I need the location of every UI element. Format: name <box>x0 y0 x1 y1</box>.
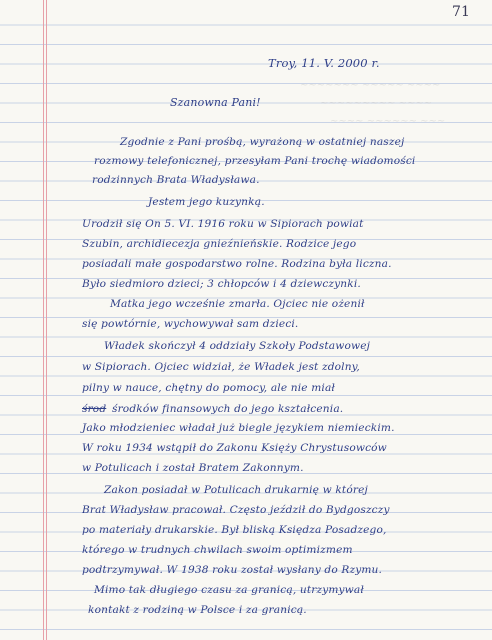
bleed-through-text: ~~~~~~~~~ ~~~~ <box>320 98 433 109</box>
letter-line: Zakon posiadał w Potulicach drukarnię w której <box>104 484 368 496</box>
letter-line: Jako młodzieniec władał już biegle językiem niemieckim. <box>82 422 395 434</box>
letter-line: Mimo tak długiego czasu za granicą, utrzymywał <box>94 584 364 596</box>
bleed-through-text: ~~~~~~~ ~~~~~ ~~~~ <box>300 80 441 91</box>
letter-line: rozmowy telefonicznej, przesyłam Pani trochę wiadomości <box>94 155 416 167</box>
struck-word: środ <box>82 403 107 415</box>
margin-line <box>43 0 44 640</box>
letter-line: Było siedmioro dzieci; 3 chłopców i 4 dziewczynki. <box>82 278 361 290</box>
letter-line: którego w trudnych chwilach swoim optimizmem <box>82 544 353 556</box>
letter-line: Jestem jego kuzynką. <box>148 196 265 208</box>
letter-line: podtrzymywał. W 1938 roku został wysłany do Rzymu. <box>82 564 383 576</box>
bleed-through-text: ~~~~ ~~~~~~ ~~~ <box>330 116 446 127</box>
letter-line: w Sipiorach. Ojciec widział, że Władek jest zdolny, <box>82 361 360 373</box>
letter-line: Urodził się On 5. VI. 1916 roku w Sipiorach powiat <box>82 218 364 230</box>
letter-line: pilny w nauce, chętny do pomocy, ale nie miał <box>82 382 336 394</box>
letter-line: po materiały drukarskie. Był bliską Księdza Posadzego, <box>82 524 387 536</box>
letter-line: Szubin, archidiecezja gnieźnieńskie. Rodzice jego <box>82 238 357 250</box>
letter-line: Matka jego wcześnie zmarła. Ojciec nie ożenił <box>110 298 365 310</box>
letter-line: rodzinnych Brata Władysława. <box>92 174 260 186</box>
salutation: Szanowna Pani! <box>170 96 261 109</box>
letter-line: posiadali małe gospodarstwo rolne. Rodzina była liczna. <box>82 258 392 270</box>
letter-line: środków finansowych do jego kształcenia. <box>112 403 344 415</box>
letter-line: Władek skończył 4 oddziały Szkoły Podstawowej <box>104 340 371 352</box>
letter-line: Brat Władysław pracował. Często jeździł do Bydgoszczy <box>82 504 390 516</box>
page-number: 71 <box>452 4 471 20</box>
margin-line <box>46 0 47 640</box>
letter-line: kontakt z rodziną w Polsce i za granicą. <box>88 604 307 616</box>
dateline: Troy, 11. V. 2000 r. <box>268 56 380 70</box>
letter-line: się powtórnie, wychowywał sam dzieci. <box>82 318 299 330</box>
letter-line: W roku 1934 wstąpił do Zakonu Księży Chrystusowców <box>82 442 387 454</box>
letter-line: Zgodnie z Pani prośbą, wyrażoną w ostatniej naszej <box>120 136 405 148</box>
letter-line: w Potulicach i został Bratem Zakonnym. <box>82 462 304 474</box>
